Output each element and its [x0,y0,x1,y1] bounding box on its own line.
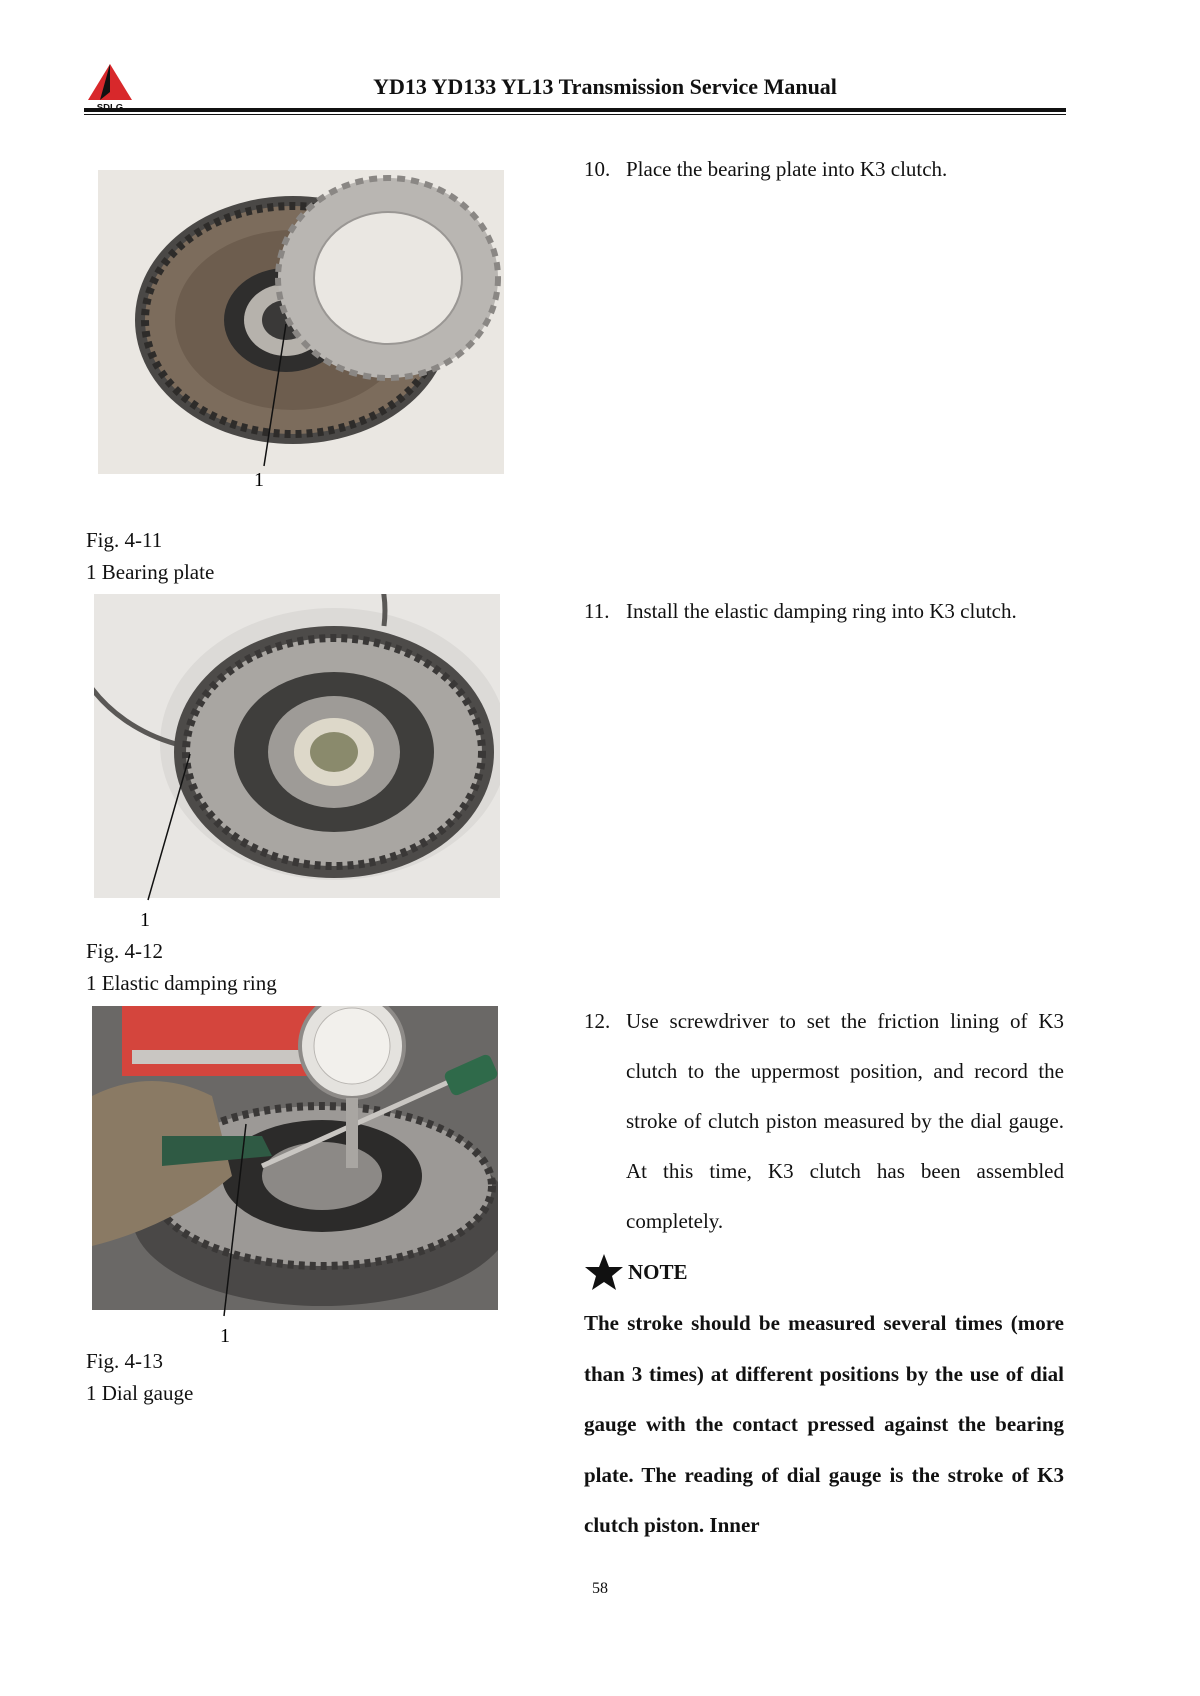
step-number: 10. [584,157,611,181]
step-text: Install the elastic damping ring into K3 clutch. [626,599,1017,623]
step-number: 11. [584,599,610,623]
header-rule [84,108,1066,112]
page-title: YD13 YD133 YL13 Transmission Service Manual [373,74,837,99]
step-text: Place the bearing plate into K3 clutch. [626,157,948,181]
step-text: Use screwdriver to set the friction lining of K3 clutch to the uppermost position, and record the stroke of clutch piston measured by the dial gauge. At this time, K3 clutch has been assembled completely. [626,1009,1064,1233]
figure-label: Fig. 4-12 [86,939,164,963]
note-text: The stroke should be measured several times (more than 3 times) at different positions by the use of dial gauge with the contact pressed against the bearing plate. The reading of dial gauge is the stroke of K3 clutch piston. Inner [584,1311,1064,1537]
callout-leader-4-11 [240,320,300,490]
note-heading [584,1252,688,1292]
figure-caption: 1 Bearing plate [86,560,215,584]
note-label: NOTE [628,1259,688,1284]
figure-label: Fig. 4-13 [86,1349,164,1373]
figure-label: Fig. 4-11 [86,528,163,552]
callout-leader-4-13 [200,1120,260,1350]
page-number: 58 [592,1580,608,1597]
step-number: 12. [584,1009,611,1033]
step-11 [584,586,1064,636]
svg-text:1: 1 [220,1325,230,1347]
step-12 [584,996,1064,1246]
header-rule-thin [84,114,1066,115]
svg-text:1: 1 [140,909,150,930]
figure-caption: 1 Elastic damping ring [86,971,277,995]
figure-caption: 1 Dial gauge [86,1381,194,1405]
step-10 [584,144,1064,194]
star-icon [584,1252,624,1292]
svg-text:1: 1 [254,469,264,490]
bearing-plate-photo [98,170,504,474]
callout-leader-4-12 [130,750,200,930]
dial-gauge-photo [92,1006,498,1310]
